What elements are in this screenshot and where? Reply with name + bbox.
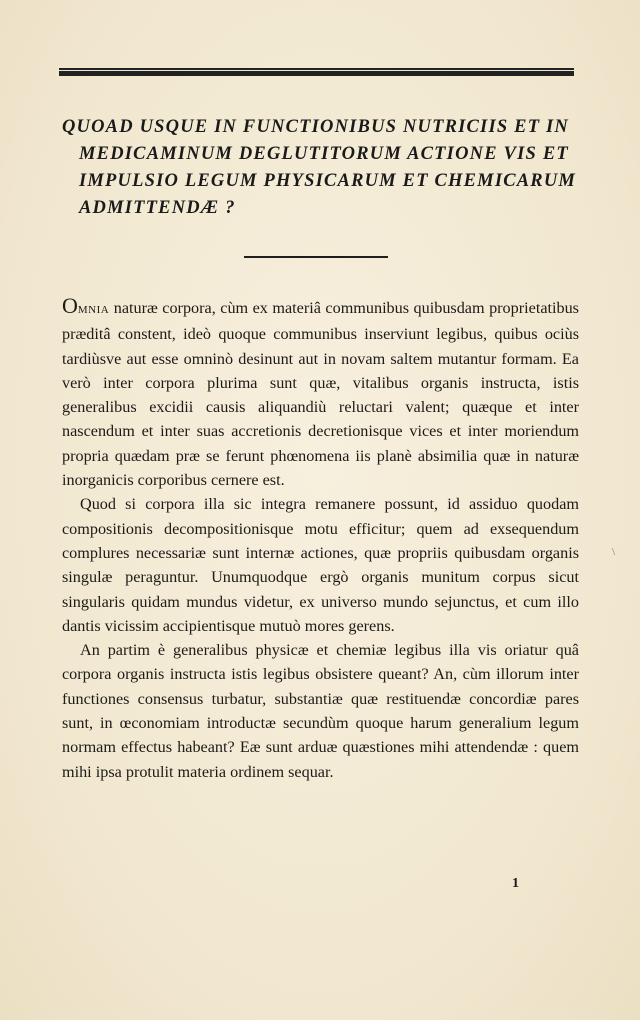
title-line-1: QUOAD USQUE IN FUNCTIONIBUS NUTRICIIS ET IN xyxy=(62,117,569,137)
opening-small-caps: MNIA xyxy=(77,304,110,316)
paragraph-1 xyxy=(62,293,579,492)
chapter-title xyxy=(62,114,582,222)
paragraph-2: Quod si corpora illa sic integra remanere possunt, id assiduo quodam compositionis decompositionisque motu efficitur; quem ad exsequendum complures necessariæ sunt internæ actiones, quæ propriis quibusdam organis singulæ peraguntur. Unumquodque ergò organis munitum corpus sicut singularis quidam mundus videtur, ex universo mundo sejunctus, et cum illo dantis vicissim accipientisque mutuò mores gerens. xyxy=(62,495,579,635)
body-text xyxy=(62,293,579,784)
title-separator-rule xyxy=(244,256,388,258)
signature-mark: 1 xyxy=(512,876,519,891)
header-double-rule xyxy=(59,68,574,76)
margin-mark: \ xyxy=(612,546,616,558)
drop-cap: O xyxy=(62,293,78,318)
paragraph-3: An partim è generalibus physicæ et chemiæ legibus illa vis oriatur quâ corpora organis instructa istis legibus obsistere queant? An, cùm illorum inter functiones consensus turbatur, substantiæ quæ restituendæ concordiæ pares sunt, in œconomiam introductæ secundùm quoque harum generalium legum normam effectus habeant? Eæ sunt arduæ quæstiones mihi attendendæ : quem mihi ipsa protulit materia ordinem sequar. xyxy=(62,641,579,781)
title-line-2: MEDICAMINUM DEGLUTITORUM ACTIONE VIS ET xyxy=(79,144,569,164)
title-line-3: IMPULSIO LEGUM PHYSICARUM ET CHEMICARUM xyxy=(79,171,577,191)
paragraph-1-text: naturæ corpora, cùm ex materiâ communibus quibusdam proprietatibus præditâ constent, ideò quoque communibus inserviunt legibus, quibus ociùs tardiùsve aut esse omninò desinunt aut in novam saltem mutantur formam. Ea verò inter corpora plurima sunt quæ, vitalibus organis instructa, istis generalibus excidii causis aliquandiù reluctari valent; quæque et inter nascendum et inter suas accretionis decretionisque vices et inter moriendum propria quædam præ se ferunt phœnomena iis planè absimilia quæ in naturæ inorganicis corporibus cernere est. xyxy=(62,299,579,490)
title-line-4: ADMITTENDÆ ? xyxy=(79,198,236,218)
